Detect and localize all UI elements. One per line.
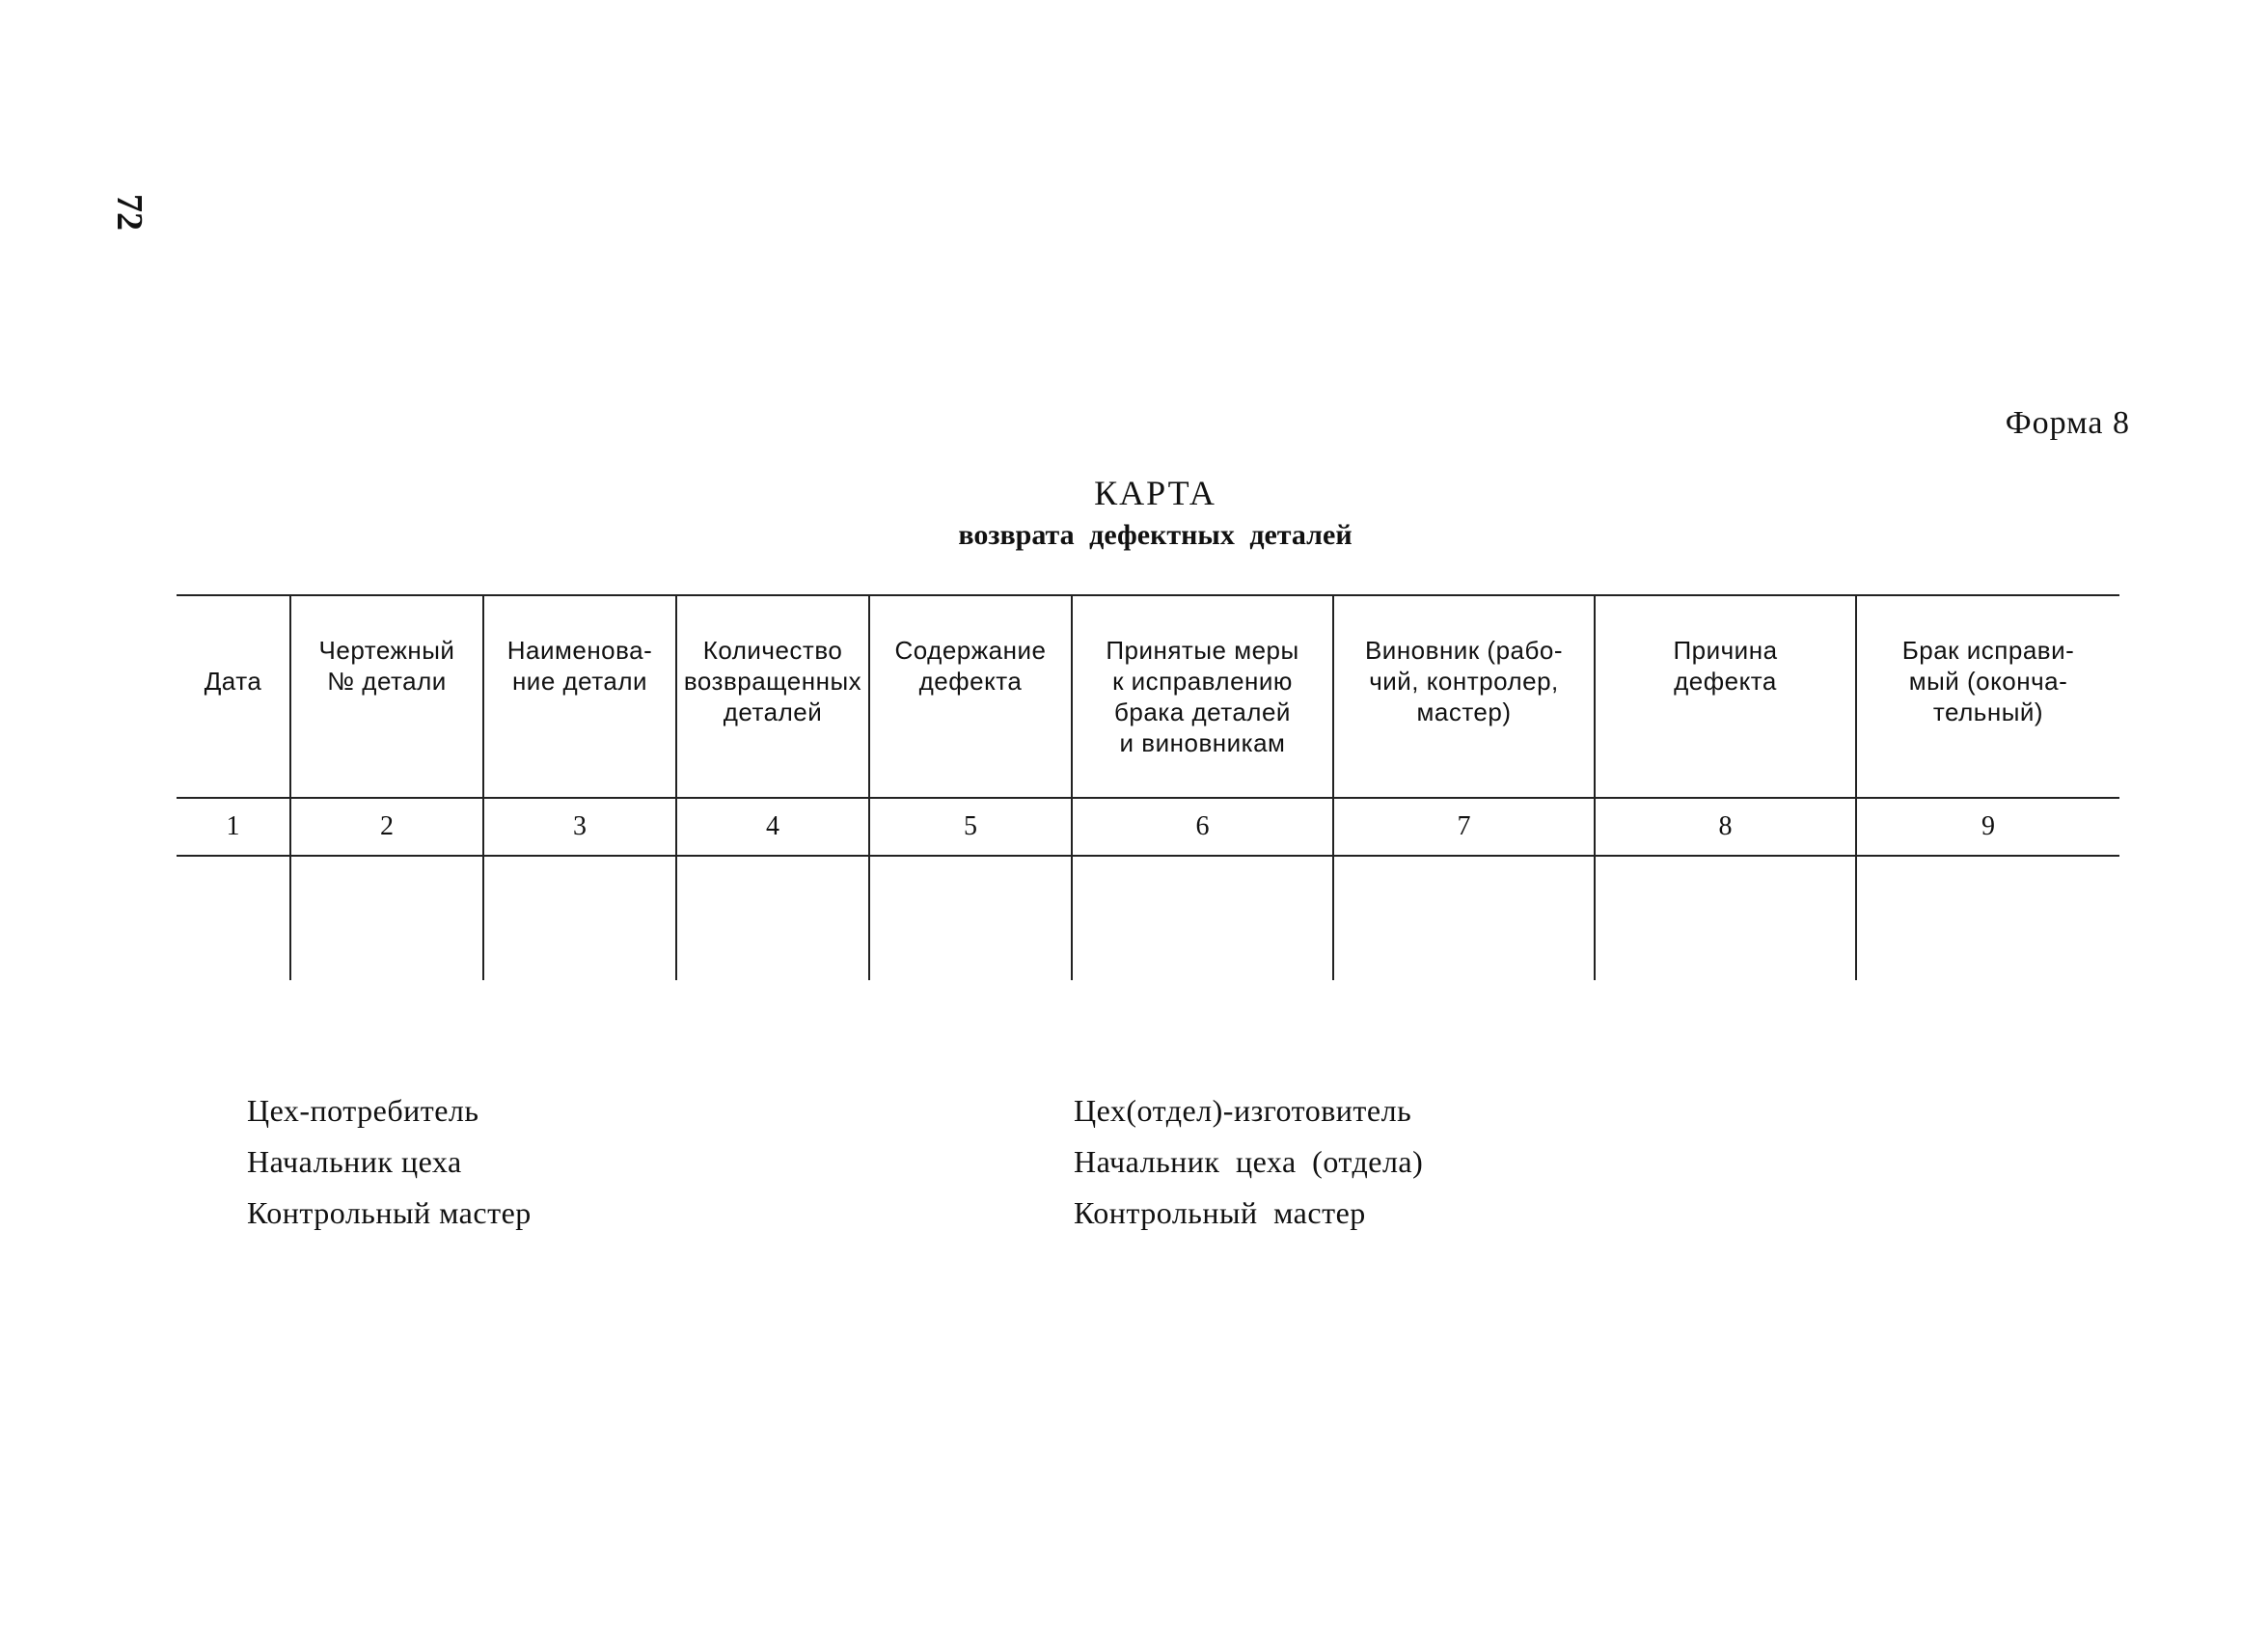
column-number: 9 [1856, 798, 2119, 856]
header-cell-returned-quantity [676, 595, 869, 798]
header-cell-date [177, 595, 290, 798]
blank-entry-row [177, 856, 2119, 980]
header-row [177, 595, 2119, 798]
header-cell-defect-cause [1595, 595, 1856, 798]
column-number: 8 [1595, 798, 1856, 856]
defect-return-table [177, 594, 2119, 980]
header-label: Наименова- ние детали [506, 636, 653, 696]
blank-cell [290, 856, 483, 980]
blank-cell [483, 856, 676, 980]
blank-cell [676, 856, 869, 980]
column-number: 1 [177, 798, 290, 856]
header-label: Принятые меры к исправлению брака деталей и виновникам [1106, 636, 1299, 757]
header-label: Количество возвращенных деталей [683, 636, 862, 726]
header-label: Причина дефекта [1673, 636, 1778, 696]
header-cell-defect-type [1856, 595, 2119, 798]
header-cell-part-name [483, 595, 676, 798]
blank-cell [177, 856, 290, 980]
signature-manufacturer-shop-head: Начальник цеха (отдела) [1074, 1144, 1424, 1179]
page-number: 72 [109, 194, 150, 231]
signature-manufacturer-control-master: Контрольный мастер [1074, 1195, 1366, 1230]
signature-consumer-control-master: Контрольный мастер [247, 1195, 532, 1230]
column-number: 2 [290, 798, 483, 856]
header-cell-measures-taken [1072, 595, 1333, 798]
column-number: 3 [483, 798, 676, 856]
column-number: 4 [676, 798, 869, 856]
blank-cell [869, 856, 1072, 980]
header-label: Дата [204, 667, 262, 696]
blank-cell [1333, 856, 1595, 980]
signature-consumer-shop: Цех-потребитель [247, 1093, 479, 1128]
header-label: Виновник (рабо- чий, контролер, мастер) [1364, 636, 1564, 726]
column-number: 6 [1072, 798, 1333, 856]
column-number-row [177, 798, 2119, 856]
header-label: Брак исправи- мый (оконча- тельный) [1901, 636, 2075, 726]
column-number: 7 [1333, 798, 1595, 856]
header-cell-culprit [1333, 595, 1595, 798]
header-cell-defect-content [869, 595, 1072, 798]
column-number: 5 [869, 798, 1072, 856]
document-title: КАРТА [1094, 474, 1216, 512]
blank-cell [1595, 856, 1856, 980]
signature-consumer-shop-head: Начальник цеха [247, 1144, 462, 1179]
form-label: Форма 8 [2005, 405, 2130, 441]
signature-manufacturer-shop: Цех(отдел)-изготовитель [1074, 1093, 1412, 1128]
blank-cell [1856, 856, 2119, 980]
blank-cell [1072, 856, 1333, 980]
header-cell-drawing-number [290, 595, 483, 798]
header-label: Содержание дефекта [894, 636, 1047, 696]
header-label: Чертежный № детали [318, 636, 455, 696]
document-subtitle: возврата дефектных деталей [958, 519, 1353, 551]
